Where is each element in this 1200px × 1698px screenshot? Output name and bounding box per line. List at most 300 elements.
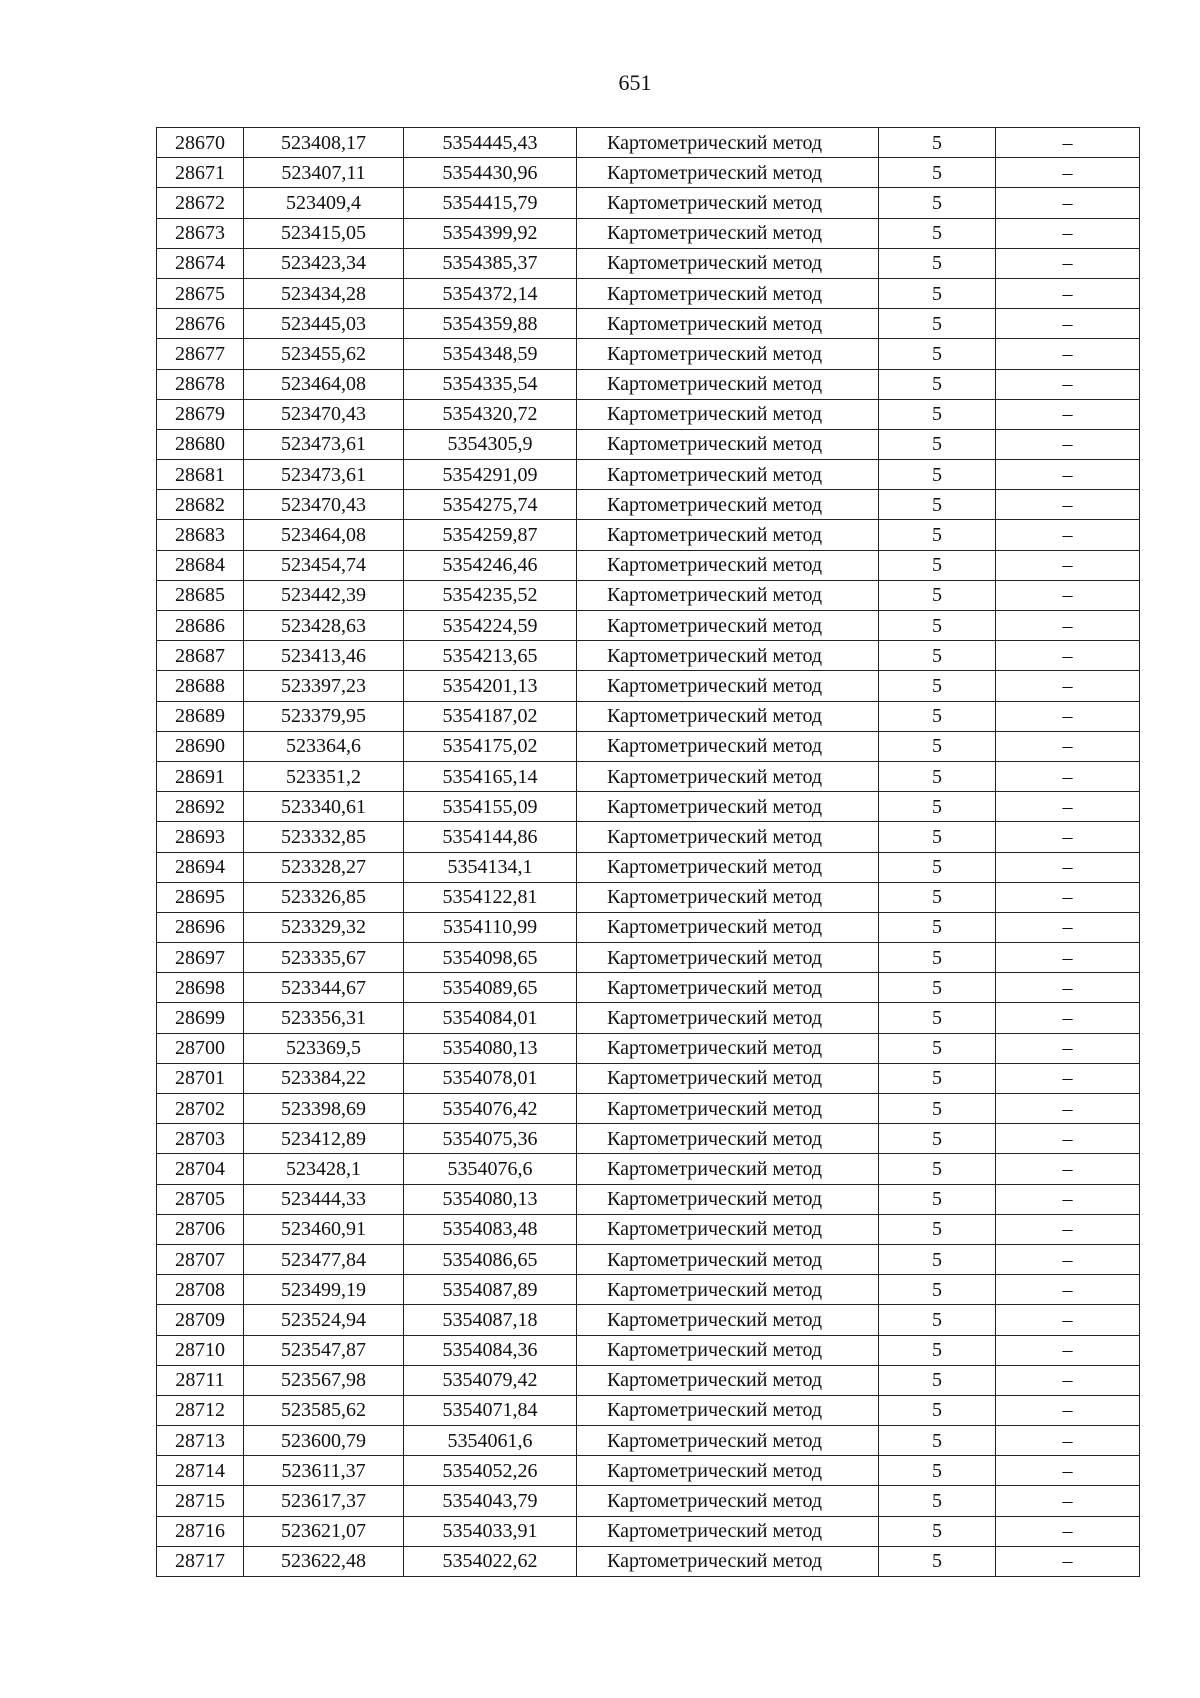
x-coordinate-cell: 523335,67 [244,943,404,973]
accuracy-cell: 5 [879,1154,996,1184]
description-cell: – [996,852,1140,882]
method-cell: Картометрический метод [577,399,879,429]
point-number-cell: 28704 [157,1154,244,1184]
point-number-cell: 28687 [157,641,244,671]
accuracy-cell: 5 [879,1063,996,1093]
method-cell: Картометрический метод [577,822,879,852]
description-cell: – [996,1305,1140,1335]
method-cell: Картометрический метод [577,369,879,399]
table-row [157,1365,1140,1395]
x-coordinate-cell: 523547,87 [244,1335,404,1365]
method-cell: Картометрический метод [577,731,879,761]
x-coordinate-cell: 523356,31 [244,1003,404,1033]
accuracy-cell: 5 [879,822,996,852]
method-cell: Картометрический метод [577,1516,879,1546]
description-cell: – [996,1094,1140,1124]
table-row [157,1275,1140,1305]
point-number-cell: 28693 [157,822,244,852]
description-cell: – [996,369,1140,399]
description-cell: – [996,1426,1140,1456]
table-row [157,1546,1140,1576]
table-row [157,1154,1140,1184]
table-row [157,580,1140,610]
description-cell: – [996,1063,1140,1093]
description-cell: – [996,731,1140,761]
method-cell: Картометрический метод [577,882,879,912]
table-row [157,1184,1140,1214]
method-cell: Картометрический метод [577,188,879,218]
accuracy-cell: 5 [879,339,996,369]
x-coordinate-cell: 523428,63 [244,611,404,641]
x-coordinate-cell: 523423,34 [244,248,404,278]
description-cell: – [996,1456,1140,1486]
accuracy-cell: 5 [879,671,996,701]
x-coordinate-cell: 523332,85 [244,822,404,852]
table-row [157,1335,1140,1365]
point-number-cell: 28688 [157,671,244,701]
point-number-cell: 28686 [157,611,244,641]
y-coordinate-cell: 5354291,09 [404,460,577,490]
y-coordinate-cell: 5354061,6 [404,1426,577,1456]
description-cell: – [996,580,1140,610]
method-cell: Картометрический метод [577,1214,879,1244]
method-cell: Картометрический метод [577,520,879,550]
accuracy-cell: 5 [879,1516,996,1546]
point-number-cell: 28710 [157,1335,244,1365]
table-row [157,1486,1140,1516]
page-number: 651 [618,70,652,95]
method-cell: Картометрический метод [577,973,879,1003]
table-row [157,1124,1140,1154]
table-row [157,1244,1140,1274]
x-coordinate-cell: 523445,03 [244,309,404,339]
y-coordinate-cell: 5354165,14 [404,761,577,791]
x-coordinate-cell: 523369,5 [244,1033,404,1063]
y-coordinate-cell: 5354098,65 [404,943,577,973]
point-number-cell: 28685 [157,580,244,610]
y-coordinate-cell: 5354213,65 [404,641,577,671]
x-coordinate-cell: 523464,08 [244,520,404,550]
description-cell: – [996,128,1140,158]
table-row [157,1094,1140,1124]
x-coordinate-cell: 523384,22 [244,1063,404,1093]
x-coordinate-cell: 523379,95 [244,701,404,731]
point-number-cell: 28689 [157,701,244,731]
y-coordinate-cell: 5354187,02 [404,701,577,731]
x-coordinate-cell: 523344,67 [244,973,404,1003]
point-number-cell: 28677 [157,339,244,369]
description-cell: – [996,1546,1140,1576]
x-coordinate-cell: 523470,43 [244,399,404,429]
y-coordinate-cell: 5354275,74 [404,490,577,520]
x-coordinate-cell: 523407,11 [244,158,404,188]
description-cell: – [996,1214,1140,1244]
x-coordinate-cell: 523611,37 [244,1456,404,1486]
method-cell: Картометрический метод [577,580,879,610]
method-cell: Картометрический метод [577,943,879,973]
x-coordinate-cell: 523473,61 [244,429,404,459]
y-coordinate-cell: 5354043,79 [404,1486,577,1516]
description-cell: – [996,1275,1140,1305]
x-coordinate-cell: 523397,23 [244,671,404,701]
y-coordinate-cell: 5354175,02 [404,731,577,761]
description-cell: – [996,641,1140,671]
x-coordinate-cell: 523434,28 [244,278,404,308]
y-coordinate-cell: 5354083,48 [404,1214,577,1244]
point-number-cell: 28715 [157,1486,244,1516]
x-coordinate-cell: 523617,37 [244,1486,404,1516]
table-row [157,520,1140,550]
method-cell: Картометрический метод [577,1063,879,1093]
description-cell: – [996,490,1140,520]
table-row [157,1395,1140,1425]
point-number-cell: 28695 [157,882,244,912]
accuracy-cell: 5 [879,1305,996,1335]
table-row [157,973,1140,1003]
accuracy-cell: 5 [879,429,996,459]
x-coordinate-cell: 523428,1 [244,1154,404,1184]
x-coordinate-cell: 523444,33 [244,1184,404,1214]
accuracy-cell: 5 [879,1456,996,1486]
table-row [157,912,1140,942]
point-number-cell: 28699 [157,1003,244,1033]
table-row [157,460,1140,490]
accuracy-cell: 5 [879,128,996,158]
accuracy-cell: 5 [879,1395,996,1425]
accuracy-cell: 5 [879,1003,996,1033]
y-coordinate-cell: 5354224,59 [404,611,577,641]
x-coordinate-cell: 523442,39 [244,580,404,610]
method-cell: Картометрический метод [577,278,879,308]
accuracy-cell: 5 [879,158,996,188]
y-coordinate-cell: 5354075,36 [404,1124,577,1154]
y-coordinate-cell: 5354087,89 [404,1275,577,1305]
method-cell: Картометрический метод [577,1124,879,1154]
accuracy-cell: 5 [879,309,996,339]
point-number-cell: 28679 [157,399,244,429]
table-row [157,309,1140,339]
y-coordinate-cell: 5354110,99 [404,912,577,942]
description-cell: – [996,158,1140,188]
method-cell: Картометрический метод [577,701,879,731]
y-coordinate-cell: 5354078,01 [404,1063,577,1093]
method-cell: Картометрический метод [577,912,879,942]
method-cell: Картометрический метод [577,1275,879,1305]
y-coordinate-cell: 5354335,54 [404,369,577,399]
method-cell: Картометрический метод [577,1546,879,1576]
description-cell: – [996,1365,1140,1395]
y-coordinate-cell: 5354235,52 [404,580,577,610]
table-row [157,339,1140,369]
point-number-cell: 28702 [157,1094,244,1124]
x-coordinate-cell: 523473,61 [244,460,404,490]
x-coordinate-cell: 523409,4 [244,188,404,218]
point-number-cell: 28672 [157,188,244,218]
x-coordinate-cell: 523477,84 [244,1244,404,1274]
description-cell: – [996,1154,1140,1184]
point-number-cell: 28712 [157,1395,244,1425]
x-coordinate-cell: 523408,17 [244,128,404,158]
x-coordinate-cell: 523585,62 [244,1395,404,1425]
point-number-cell: 28683 [157,520,244,550]
x-coordinate-cell: 523364,6 [244,731,404,761]
table-row [157,882,1140,912]
y-coordinate-cell: 5354086,65 [404,1244,577,1274]
method-cell: Картометрический метод [577,641,879,671]
x-coordinate-cell: 523351,2 [244,761,404,791]
table-row [157,1063,1140,1093]
point-number-cell: 28692 [157,792,244,822]
table-row [157,188,1140,218]
y-coordinate-cell: 5354122,81 [404,882,577,912]
accuracy-cell: 5 [879,248,996,278]
x-coordinate-cell: 523567,98 [244,1365,404,1395]
method-cell: Картометрический метод [577,1003,879,1033]
point-number-cell: 28716 [157,1516,244,1546]
y-coordinate-cell: 5354259,87 [404,520,577,550]
y-coordinate-cell: 5354076,42 [404,1094,577,1124]
description-cell: – [996,943,1140,973]
x-coordinate-cell: 523340,61 [244,792,404,822]
y-coordinate-cell: 5354320,72 [404,399,577,429]
table-row [157,761,1140,791]
accuracy-cell: 5 [879,1244,996,1274]
table-row [157,490,1140,520]
x-coordinate-cell: 523398,69 [244,1094,404,1124]
point-number-cell: 28711 [157,1365,244,1395]
x-coordinate-cell: 523328,27 [244,852,404,882]
accuracy-cell: 5 [879,973,996,1003]
description-cell: – [996,973,1140,1003]
method-cell: Картометрический метод [577,1154,879,1184]
description-cell: – [996,1033,1140,1063]
x-coordinate-cell: 523412,89 [244,1124,404,1154]
description-cell: – [996,1244,1140,1274]
method-cell: Картометрический метод [577,460,879,490]
point-number-cell: 28703 [157,1124,244,1154]
y-coordinate-cell: 5354084,36 [404,1335,577,1365]
accuracy-cell: 5 [879,1275,996,1305]
table-row [157,852,1140,882]
y-coordinate-cell: 5354144,86 [404,822,577,852]
y-coordinate-cell: 5354134,1 [404,852,577,882]
x-coordinate-cell: 523499,19 [244,1275,404,1305]
point-number-cell: 28684 [157,550,244,580]
x-coordinate-cell: 523524,94 [244,1305,404,1335]
table-row [157,399,1140,429]
y-coordinate-cell: 5354348,59 [404,339,577,369]
table-row [157,701,1140,731]
method-cell: Картометрический метод [577,1335,879,1365]
point-number-cell: 28717 [157,1546,244,1576]
accuracy-cell: 5 [879,882,996,912]
method-cell: Картометрический метод [577,671,879,701]
x-coordinate-cell: 523621,07 [244,1516,404,1546]
x-coordinate-cell: 523470,43 [244,490,404,520]
description-cell: – [996,309,1140,339]
accuracy-cell: 5 [879,460,996,490]
method-cell: Картометрический метод [577,248,879,278]
method-cell: Картометрический метод [577,1244,879,1274]
point-number-cell: 28670 [157,128,244,158]
accuracy-cell: 5 [879,1094,996,1124]
accuracy-cell: 5 [879,701,996,731]
accuracy-cell: 5 [879,1124,996,1154]
accuracy-cell: 5 [879,218,996,248]
table-row [157,1516,1140,1546]
description-cell: – [996,248,1140,278]
point-number-cell: 28671 [157,158,244,188]
description-cell: – [996,671,1140,701]
accuracy-cell: 5 [879,188,996,218]
description-cell: – [996,1486,1140,1516]
point-number-cell: 28697 [157,943,244,973]
description-cell: – [996,218,1140,248]
table-row [157,369,1140,399]
description-cell: – [996,278,1140,308]
point-number-cell: 28707 [157,1244,244,1274]
point-number-cell: 28676 [157,309,244,339]
x-coordinate-cell: 523326,85 [244,882,404,912]
point-number-cell: 28691 [157,761,244,791]
y-coordinate-cell: 5354022,62 [404,1546,577,1576]
description-cell: – [996,550,1140,580]
description-cell: – [996,1184,1140,1214]
point-number-cell: 28690 [157,731,244,761]
table-row [157,792,1140,822]
point-number-cell: 28680 [157,429,244,459]
x-coordinate-cell: 523415,05 [244,218,404,248]
point-number-cell: 28708 [157,1275,244,1305]
x-coordinate-cell: 523460,91 [244,1214,404,1244]
accuracy-cell: 5 [879,550,996,580]
description-cell: – [996,429,1140,459]
table-row [157,731,1140,761]
description-cell: – [996,1516,1140,1546]
y-coordinate-cell: 5354305,9 [404,429,577,459]
method-cell: Картометрический метод [577,158,879,188]
table-row [157,429,1140,459]
table-row [157,248,1140,278]
description-cell: – [996,1335,1140,1365]
description-cell: – [996,1395,1140,1425]
y-coordinate-cell: 5354430,96 [404,158,577,188]
x-coordinate-cell: 523329,32 [244,912,404,942]
table-row [157,822,1140,852]
x-coordinate-cell: 523413,46 [244,641,404,671]
method-cell: Картометрический метод [577,1426,879,1456]
accuracy-cell: 5 [879,520,996,550]
point-number-cell: 28681 [157,460,244,490]
description-cell: – [996,339,1140,369]
method-cell: Картометрический метод [577,852,879,882]
accuracy-cell: 5 [879,1214,996,1244]
y-coordinate-cell: 5354359,88 [404,309,577,339]
table-row [157,943,1140,973]
method-cell: Картометрический метод [577,1456,879,1486]
x-coordinate-cell: 523455,62 [244,339,404,369]
y-coordinate-cell: 5354052,26 [404,1456,577,1486]
point-number-cell: 28673 [157,218,244,248]
description-cell: – [996,1003,1140,1033]
method-cell: Картометрический метод [577,1033,879,1063]
description-cell: – [996,399,1140,429]
table-row [157,158,1140,188]
method-cell: Картометрический метод [577,128,879,158]
method-cell: Картометрический метод [577,792,879,822]
method-cell: Картометрический метод [577,339,879,369]
coordinates-table [156,127,1140,1577]
table-row [157,218,1140,248]
accuracy-cell: 5 [879,1546,996,1576]
point-number-cell: 28700 [157,1033,244,1063]
table-row [157,1033,1140,1063]
y-coordinate-cell: 5354089,65 [404,973,577,1003]
accuracy-cell: 5 [879,278,996,308]
y-coordinate-cell: 5354087,18 [404,1305,577,1335]
accuracy-cell: 5 [879,369,996,399]
table-row [157,641,1140,671]
point-number-cell: 28694 [157,852,244,882]
y-coordinate-cell: 5354076,6 [404,1154,577,1184]
description-cell: – [996,792,1140,822]
x-coordinate-cell: 523464,08 [244,369,404,399]
accuracy-cell: 5 [879,1335,996,1365]
description-cell: – [996,701,1140,731]
description-cell: – [996,188,1140,218]
method-cell: Картометрический метод [577,309,879,339]
method-cell: Картометрический метод [577,1486,879,1516]
y-coordinate-cell: 5354080,13 [404,1184,577,1214]
method-cell: Картометрический метод [577,218,879,248]
point-number-cell: 28682 [157,490,244,520]
accuracy-cell: 5 [879,580,996,610]
table-row [157,1305,1140,1335]
description-cell: – [996,520,1140,550]
point-number-cell: 28675 [157,278,244,308]
y-coordinate-cell: 5354372,14 [404,278,577,308]
table-row [157,1003,1140,1033]
y-coordinate-cell: 5354071,84 [404,1395,577,1425]
table-row [157,278,1140,308]
point-number-cell: 28701 [157,1063,244,1093]
y-coordinate-cell: 5354445,43 [404,128,577,158]
table-row [157,671,1140,701]
point-number-cell: 28706 [157,1214,244,1244]
table-row [157,1456,1140,1486]
accuracy-cell: 5 [879,731,996,761]
y-coordinate-cell: 5354155,09 [404,792,577,822]
point-number-cell: 28714 [157,1456,244,1486]
accuracy-cell: 5 [879,943,996,973]
accuracy-cell: 5 [879,611,996,641]
y-coordinate-cell: 5354033,91 [404,1516,577,1546]
point-number-cell: 28705 [157,1184,244,1214]
accuracy-cell: 5 [879,761,996,791]
x-coordinate-cell: 523454,74 [244,550,404,580]
x-coordinate-cell: 523622,48 [244,1546,404,1576]
accuracy-cell: 5 [879,1033,996,1063]
accuracy-cell: 5 [879,1486,996,1516]
table-row [157,611,1140,641]
method-cell: Картометрический метод [577,1184,879,1214]
y-coordinate-cell: 5354084,01 [404,1003,577,1033]
method-cell: Картометрический метод [577,490,879,520]
method-cell: Картометрический метод [577,1365,879,1395]
accuracy-cell: 5 [879,1184,996,1214]
method-cell: Картометрический метод [577,761,879,791]
table-row [157,550,1140,580]
